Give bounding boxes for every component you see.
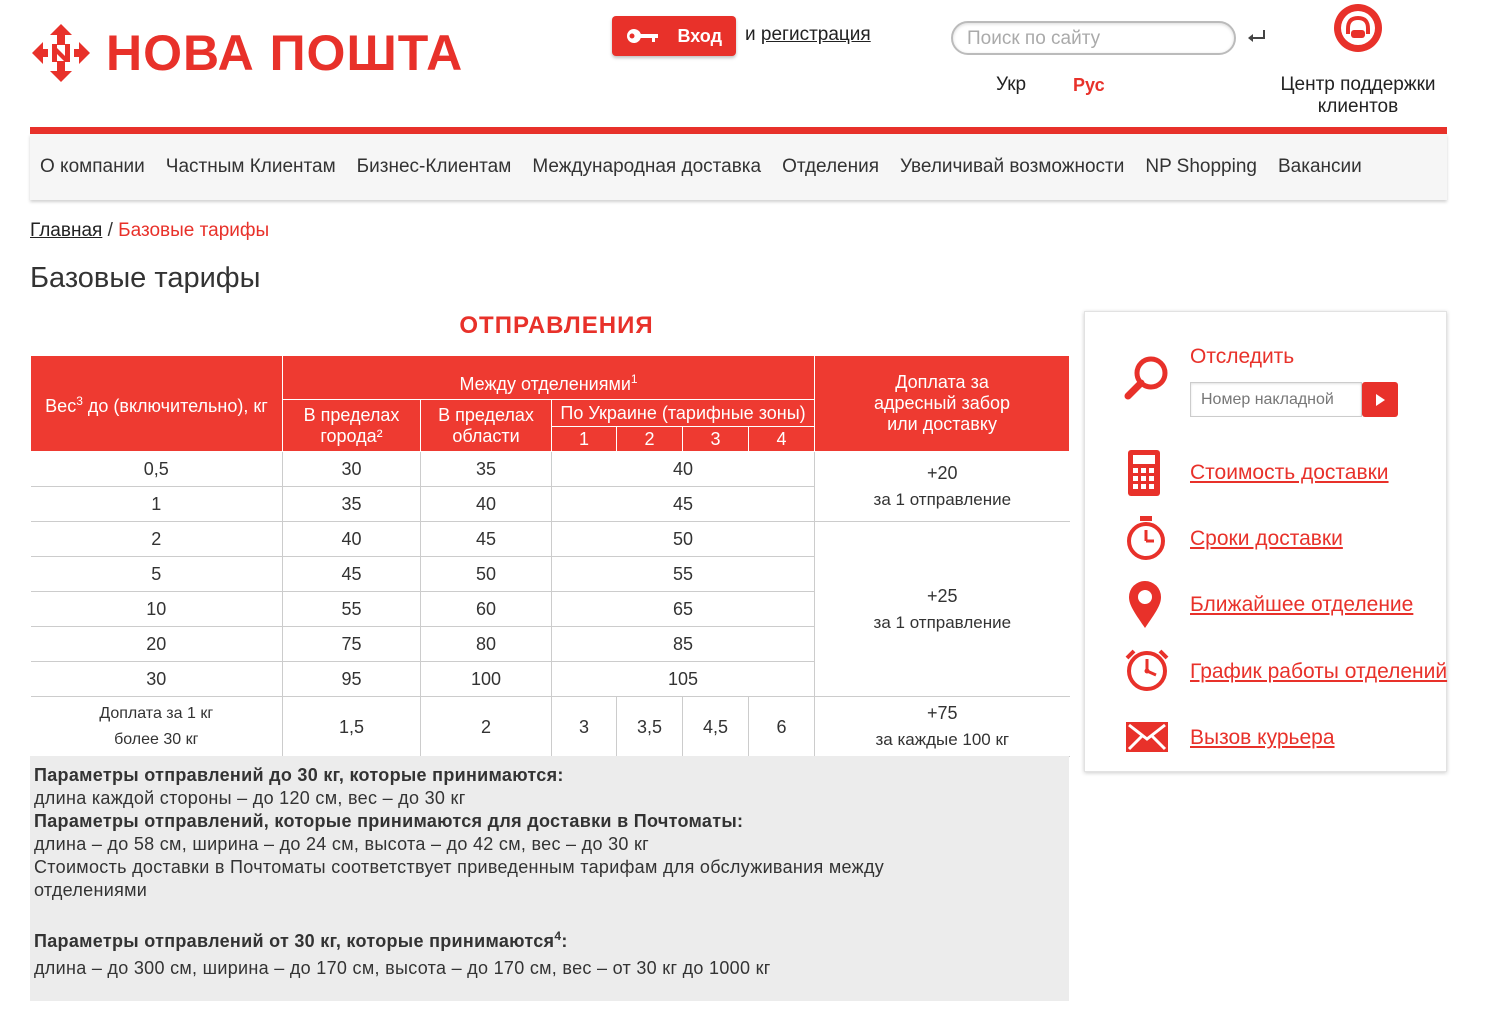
delivery-time-link[interactable]: Сроки доставки bbox=[1190, 527, 1343, 550]
header-ukraine-zones: По Украине (тарифные зоны) bbox=[552, 400, 815, 427]
cell-city: 35 bbox=[283, 487, 421, 522]
cell-ukraine: 105 bbox=[552, 662, 815, 697]
table-row-extra-per-kg bbox=[31, 697, 1070, 757]
header-extra-fee: Доплата за адресный забор или доставку bbox=[815, 356, 1070, 452]
header-zone: 2 bbox=[617, 427, 683, 452]
cell-weight: 5 bbox=[31, 557, 283, 592]
cell-ukraine: 45 bbox=[552, 487, 815, 522]
nova-poshta-logo-icon bbox=[30, 22, 92, 84]
cell-city: 95 bbox=[283, 662, 421, 697]
cell-city: 45 bbox=[283, 557, 421, 592]
cell-region: 60 bbox=[421, 592, 552, 627]
header-region: В пределах области bbox=[421, 400, 552, 452]
cell-dop-city: 1,5 bbox=[283, 697, 421, 757]
enter-icon[interactable] bbox=[1246, 28, 1268, 46]
tariff-table bbox=[30, 355, 1069, 757]
cell-ukraine: 55 bbox=[552, 557, 815, 592]
cell-dop-label: Доплата за 1 кг более 30 кг bbox=[31, 697, 283, 757]
track-submit-button[interactable] bbox=[1362, 382, 1398, 417]
table-row bbox=[31, 522, 1070, 557]
cell-ukraine: 50 bbox=[552, 522, 815, 557]
cell-dop-zone: 3 bbox=[552, 697, 617, 757]
cell-region: 50 bbox=[421, 557, 552, 592]
lang-rus-link[interactable]: Рус bbox=[1073, 75, 1105, 95]
nav-item-private[interactable]: Частным Клиентам bbox=[165, 156, 336, 177]
cell-region: 80 bbox=[421, 627, 552, 662]
cell-dop-extra: +75 за каждые 100 кг bbox=[815, 697, 1070, 757]
note-title: Параметры отправлений до 30 кг, которые принимаются: bbox=[34, 765, 564, 785]
nav-item-business[interactable]: Бизнес-Клиентам bbox=[356, 156, 512, 177]
page-title: Базовые тарифы bbox=[30, 262, 261, 294]
cell-ukraine: 85 bbox=[552, 627, 815, 662]
register-prefix: и bbox=[745, 24, 761, 45]
logo-text: НОВА ПОШТА bbox=[106, 25, 464, 81]
cell-extra: +25 за 1 отправление bbox=[815, 522, 1070, 697]
table-row bbox=[31, 452, 1070, 487]
cell-region: 100 bbox=[421, 662, 552, 697]
map-pin-icon bbox=[1126, 580, 1164, 630]
lang-ukr-link[interactable]: Укр bbox=[996, 74, 1027, 95]
cell-region: 40 bbox=[421, 487, 552, 522]
breadcrumb-current: Базовые тарифы bbox=[118, 220, 270, 241]
nav-item-international[interactable]: Международная доставка bbox=[532, 156, 762, 177]
cell-city: 40 bbox=[283, 522, 421, 557]
shipping-parameters-notes bbox=[30, 756, 1069, 1001]
magnifier-icon bbox=[1124, 355, 1170, 401]
section-title: ОТПРАВЛЕНИЯ bbox=[459, 312, 654, 339]
breadcrumb bbox=[30, 220, 269, 242]
main-nav bbox=[30, 134, 1447, 200]
register-label[interactable]: регистрация bbox=[760, 24, 871, 45]
header-zone: 1 bbox=[552, 427, 617, 452]
header-between-branches: Между отделениями$^1$ bbox=[283, 356, 815, 400]
cell-weight: 30 bbox=[31, 662, 283, 697]
tracking-number-input[interactable]: Номер накладной bbox=[1190, 382, 1362, 417]
cell-extra: +20 за 1 отправление bbox=[815, 452, 1070, 522]
nav-item-branches[interactable]: Отделения bbox=[782, 156, 880, 177]
note-text: длина – до 300 см, ширина – до 170 см, высота – до 170 см, вес – от 30 кг до 1000 кг bbox=[34, 958, 771, 978]
cell-city: 30 bbox=[283, 452, 421, 487]
cell-region: 45 bbox=[421, 522, 552, 557]
header-zone: 4 bbox=[749, 427, 815, 452]
cell-dop-region: 2 bbox=[421, 697, 552, 757]
branch-schedule-link[interactable]: График работы отделений bbox=[1190, 660, 1448, 683]
track-title: Отследить bbox=[1190, 345, 1295, 368]
support-icon[interactable] bbox=[1330, 2, 1388, 60]
cell-weight: 2 bbox=[31, 522, 283, 557]
breadcrumb-separator: / bbox=[102, 220, 119, 241]
cell-region: 35 bbox=[421, 452, 552, 487]
note-title: Параметры отправлений от 30 кг, которые принимаются$^4$: bbox=[34, 929, 568, 951]
key-icon bbox=[626, 27, 660, 45]
nearest-branch-link[interactable]: Ближайшее отделение bbox=[1190, 593, 1414, 616]
cell-ukraine: 65 bbox=[552, 592, 815, 627]
note-text: Стоимость доставки в Почтоматы соответствует приведенным тарифам для обслуживания между отделениями bbox=[34, 857, 885, 900]
nav-item-opportunities[interactable]: Увеличивай возможности bbox=[900, 156, 1125, 177]
cell-dop-zone: 4,5 bbox=[683, 697, 749, 757]
cell-weight: 20 bbox=[31, 627, 283, 662]
delivery-cost-link[interactable]: Стоимость доставки bbox=[1190, 461, 1389, 484]
note-text: длина – до 58 см, ширина – до 24 см, высота – до 42 см, вес – до 30 кг bbox=[34, 834, 650, 854]
search-input[interactable]: Поиск по сайту bbox=[951, 21, 1236, 55]
note-text: длина каждой стороны – до 120 см, вес – до 30 кг bbox=[34, 788, 466, 808]
nav-item-vacancies[interactable]: Вакансии bbox=[1277, 156, 1362, 177]
cell-weight: 10 bbox=[31, 592, 283, 627]
calculator-icon bbox=[1128, 450, 1160, 496]
cell-ukraine: 40 bbox=[552, 452, 815, 487]
cell-dop-zone: 6 bbox=[749, 697, 815, 757]
header-weight: Вес$^3$ до (включительно), кг bbox=[31, 356, 283, 452]
header-city: В пределах города² bbox=[283, 400, 421, 452]
stopwatch-icon bbox=[1124, 515, 1168, 561]
note-title: Параметры отправлений, которые принимаются для доставки в Почтоматы: bbox=[34, 811, 744, 831]
nav-top-border bbox=[30, 127, 1447, 134]
login-button[interactable] bbox=[612, 16, 736, 56]
nav-item-company[interactable]: О компании bbox=[40, 156, 145, 177]
header-zone: 3 bbox=[683, 427, 749, 452]
register-link[interactable] bbox=[745, 24, 871, 46]
courier-call-link[interactable]: Вызов курьера bbox=[1190, 726, 1335, 749]
nav-item-np-shopping[interactable]: NP Shopping bbox=[1145, 156, 1257, 177]
clock-icon bbox=[1124, 648, 1170, 692]
cell-dop-zone: 3,5 bbox=[617, 697, 683, 757]
breadcrumb-home[interactable]: Главная bbox=[30, 220, 103, 241]
play-arrow-icon bbox=[1375, 394, 1385, 406]
cell-city: 55 bbox=[283, 592, 421, 627]
cell-weight: 0,5 bbox=[31, 452, 283, 487]
cell-weight: 1 bbox=[31, 487, 283, 522]
logo[interactable] bbox=[30, 22, 463, 84]
envelope-icon bbox=[1126, 722, 1168, 752]
cell-city: 75 bbox=[283, 627, 421, 662]
login-label: Вход bbox=[677, 25, 722, 46]
support-link[interactable]: Центр поддержки клиентов bbox=[1280, 74, 1436, 117]
